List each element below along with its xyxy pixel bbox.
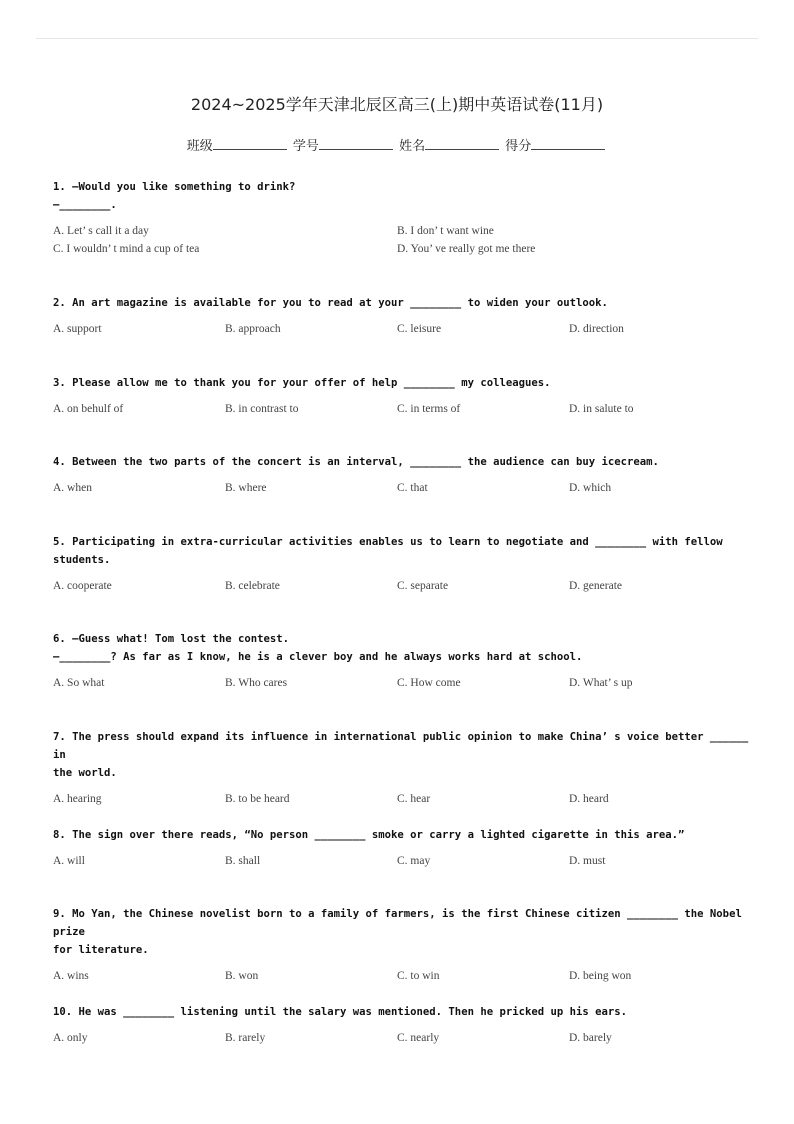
question-stem: 8. The sign over there reads, “No person ________ smoke or carry a lighted cigarette in this area.”: [53, 829, 685, 841]
answer-options: [53, 222, 753, 258]
option-c: C. in terms of: [397, 403, 461, 415]
option-d: D. What’ s up: [569, 677, 633, 689]
answer-options: [53, 790, 753, 808]
answer-options: [53, 1029, 753, 1047]
question-10: [53, 1003, 753, 1047]
question-4: [53, 453, 753, 497]
answer-options: [53, 967, 753, 985]
option-a: A. cooperate: [53, 580, 112, 592]
option-a: A. only: [53, 1032, 88, 1044]
question-stem: 4. Between the two parts of the concert is an interval, ________ the audience can buy icecream.: [53, 456, 659, 468]
answer-options: [53, 674, 753, 692]
score-field: [505, 135, 607, 154]
option-d: D. You’ ve really got me there: [397, 243, 536, 255]
option-b: B. Who cares: [225, 677, 288, 689]
answer-options: [53, 400, 753, 418]
question-stem: 1. —Would you like something to drink? —________.: [53, 181, 296, 211]
option-d: D. must: [569, 855, 606, 867]
student-info-fields: [0, 135, 794, 154]
option-b: B. approach: [225, 323, 281, 335]
question-stem: 9. Mo Yan, the Chinese novelist born to a family of farmers, is the first Chinese citizen ________ the Nobel prize for literature.: [53, 908, 742, 956]
class-field: [187, 135, 289, 154]
option-a: A. on behulf of: [53, 403, 124, 415]
option-d: D. barely: [569, 1032, 612, 1044]
class-blank: [213, 137, 287, 150]
name-field: [399, 135, 501, 154]
option-b: B. to be heard: [225, 793, 290, 805]
question-9: [53, 905, 753, 985]
page-title: 2024~2025学年天津北辰区高三(上)期中英语试卷(11月): [190, 95, 604, 114]
student-id-label: 学号: [292, 139, 319, 154]
question-stem: 6. —Guess what! Tom lost the contest. —________? As far as I know, he is a clever boy and he always works hard at school.: [53, 633, 583, 663]
option-c: C. separate: [397, 580, 449, 592]
class-label: 班级: [186, 139, 213, 154]
option-b: B. where: [225, 482, 267, 494]
student-id-field: [293, 135, 395, 154]
question-stem: 5. Participating in extra-curricular activities enables us to learn to negotiate and ________ with fellow students.: [53, 536, 723, 566]
option-c: C. that: [397, 482, 428, 494]
option-a: A. So what: [53, 677, 105, 689]
question-stem: 7. The press should expand its influence in international public opinion to make China’ s voice better ______ in the world.: [53, 731, 749, 779]
question-2: [53, 294, 753, 338]
option-c: C. to win: [397, 970, 440, 982]
option-a: A. when: [53, 482, 92, 494]
option-d: D. in salute to: [569, 403, 634, 415]
question-stem: 10. He was ________ listening until the salary was mentioned. Then he pricked up his ears.: [53, 1006, 628, 1018]
option-b: B. celebrate: [225, 580, 280, 592]
option-d: D. heard: [569, 793, 609, 805]
option-d: D. which: [569, 482, 612, 494]
question-3: [53, 374, 753, 418]
option-b: B. rarely: [225, 1032, 266, 1044]
option-b: B. I don’ t want wine: [397, 225, 494, 237]
option-d: D. direction: [569, 323, 624, 335]
question-5: [53, 533, 753, 595]
option-d: D. generate: [569, 580, 622, 592]
option-b: B. shall: [225, 855, 261, 867]
score-label: 得分: [505, 139, 532, 154]
question-7: [53, 728, 753, 808]
name-blank: [425, 137, 499, 150]
option-a: A. support: [53, 323, 102, 335]
question-1: [53, 178, 753, 258]
header-divider: [36, 38, 758, 39]
answer-options: [53, 577, 753, 595]
option-b: B. in contrast to: [225, 403, 299, 415]
option-a: A. Let’ s call it a day: [53, 225, 149, 237]
option-a: A. will: [53, 855, 85, 867]
option-c: C. may: [397, 855, 431, 867]
option-a: A. hearing: [53, 793, 102, 805]
score-blank: [531, 137, 605, 150]
option-c: C. How come: [397, 677, 461, 689]
option-c: C. leisure: [397, 323, 442, 335]
answer-options: [53, 852, 753, 870]
answer-options: [53, 479, 753, 497]
question-6: [53, 630, 753, 692]
question-stem: 2. An art magazine is available for you to read at your ________ to widen your outlook.: [53, 297, 608, 309]
option-c: C. nearly: [397, 1032, 440, 1044]
name-label: 姓名: [399, 139, 426, 154]
student-id-blank: [319, 137, 393, 150]
question-stem: 3. Please allow me to thank you for your offer of help ________ my colleagues.: [53, 377, 551, 389]
answer-options: [53, 320, 753, 338]
option-d: D. being won: [569, 970, 632, 982]
option-a: A. wins: [53, 970, 89, 982]
question-8: [53, 826, 753, 870]
option-c: C. hear: [397, 793, 431, 805]
option-b: B. won: [225, 970, 259, 982]
option-c: C. I wouldn’ t mind a cup of tea: [53, 243, 200, 255]
